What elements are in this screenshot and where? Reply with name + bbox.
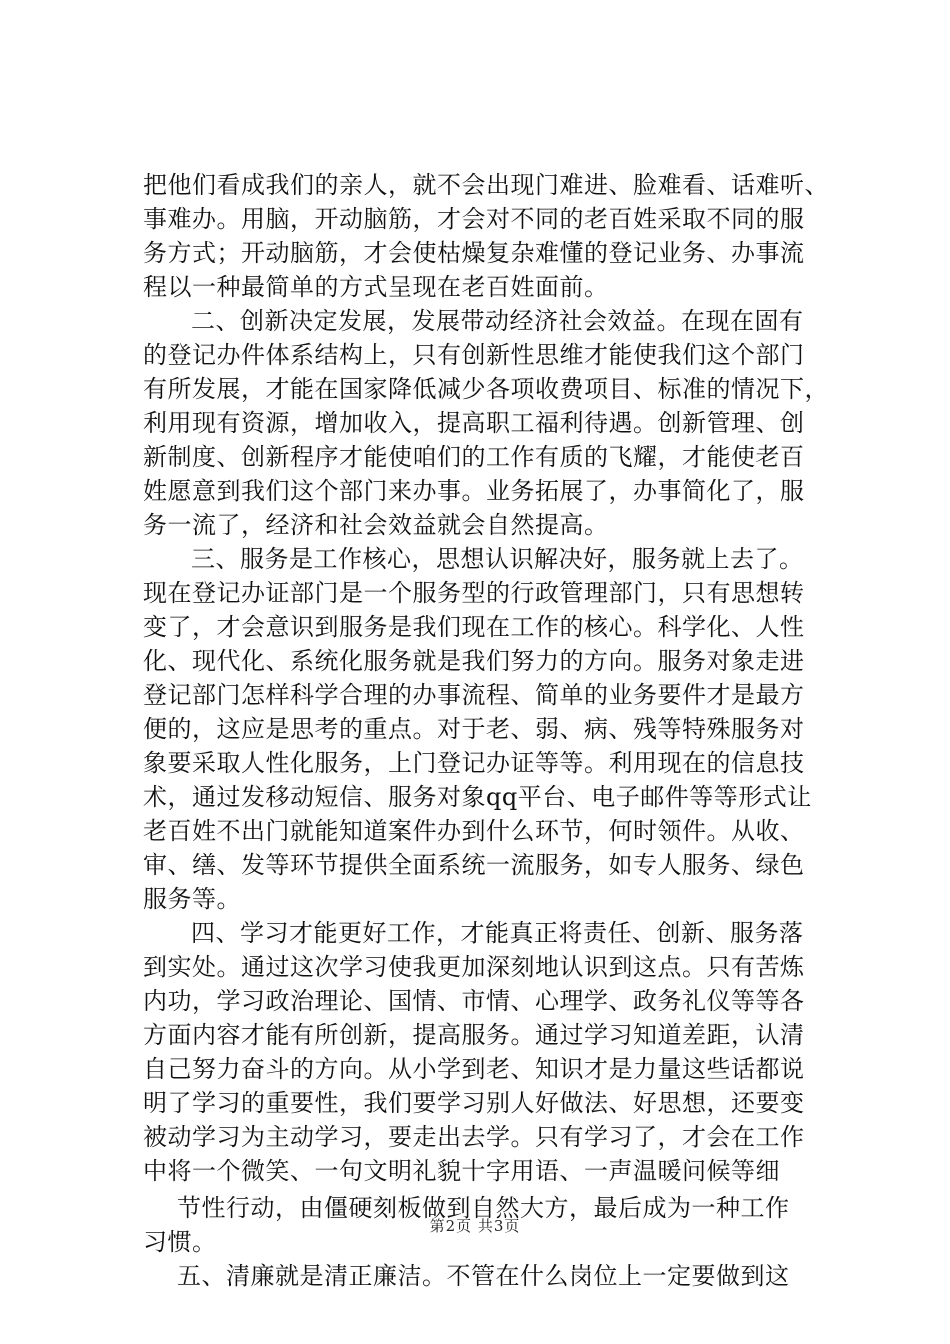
paragraph-heading-2: 二、创新决定发展，发展带动经济社会效益。在现在固有	[191, 307, 804, 335]
text-line: 姓愿意到我们这个部门来办事。业务拓展了，办事简化了，服	[143, 477, 805, 505]
text-line: 化、现代化、系统化服务就是我们努力的方向。服务对象走进	[143, 647, 805, 675]
text-line: 术，通过发移动短信、服务对象qq平台、电子邮件等等形式让	[143, 783, 812, 811]
text-line: 把他们看成我们的亲人，就不会出现门难进、脸难看、话难听、	[143, 171, 829, 199]
text-line: 有所发展，才能在国家降低减少各项收费项目、标准的情况下，	[143, 375, 829, 403]
paragraph-heading-3: 三、服务是工作核心，思想认识解决好，服务就上去了。	[191, 545, 804, 573]
text-line: 审、缮、发等环节提供全面系统一流服务，如专人服务、绿色	[143, 851, 805, 879]
text-line: 习惯。	[143, 1228, 217, 1256]
text-line: 服务等。	[143, 885, 241, 913]
paragraph-heading-5: 五、清廉就是清正廉洁。不管在什么岗位上一定要做到这	[177, 1262, 790, 1290]
text-line: 利用现有资源，增加收入，提高职工福利待遇。创新管理、创	[143, 409, 805, 437]
text-line: 明了学习的重要性，我们要学习别人好做法、好思想，还要变	[143, 1089, 805, 1117]
text-line: 新制度、创新程序才能使咱们的工作有质的飞耀，才能使老百	[143, 443, 805, 471]
text-line: 务方式；开动脑筋，才会使枯燥复杂难懂的登记业务、办事流	[143, 239, 805, 267]
text-line: 务一流了，经济和社会效益就会自然提高。	[143, 511, 609, 539]
text-line: 事难办。用脑，开动脑筋，才会对不同的老百姓采取不同的服	[143, 205, 805, 233]
text-line: 的登记办件体系结构上，只有创新性思维才能使我们这个部门	[143, 341, 805, 369]
text-line: 中将一个微笑、一句文明礼貌十字用语、一声温暖问候等细	[143, 1157, 780, 1185]
text-line: 登记部门怎样科学合理的办事流程、简单的业务要件才是最方	[143, 681, 805, 709]
text-line: 程以一种最简单的方式呈现在老百姓面前。	[143, 273, 609, 301]
page-number-footer: 第2页 共3页	[429, 1217, 521, 1235]
text-line: 节性行动，由僵硬刻板做到自然大方，最后成为一种工作	[177, 1194, 790, 1222]
text-line: 到实处。通过这次学习使我更加深刻地认识到这点。只有苦炼	[143, 953, 805, 981]
text-line: 方面内容才能有所创新，提高服务。通过学习知道差距，认清	[143, 1021, 805, 1049]
text-line: 变了，才会意识到服务是我们现在工作的核心。科学化、人性	[143, 613, 805, 641]
text-line: 老百姓不出门就能知道案件办到什么环节，何时领件。从收、	[143, 817, 805, 845]
text-line: 被动学习为主动学习，要走出去学。只有学习了，才会在工作	[143, 1123, 805, 1151]
text-line: 便的，这应是思考的重点。对于老、弱、病、残等特殊服务对	[143, 715, 805, 743]
text-line: 自己努力奋斗的方向。从小学到老、知识才是力量这些话都说	[143, 1055, 805, 1083]
text-line: 内功，学习政治理论、国情、市情、心理学、政务礼仪等等各	[143, 987, 805, 1015]
text-line: 现在登记办证部门是一个服务型的行政管理部门，只有思想转	[143, 579, 805, 607]
paragraph-heading-4: 四、学习才能更好工作，才能真正将责任、创新、服务落	[191, 919, 804, 947]
text-line: 象要采取人性化服务，上门登记办证等等。利用现在的信息技	[143, 749, 805, 777]
